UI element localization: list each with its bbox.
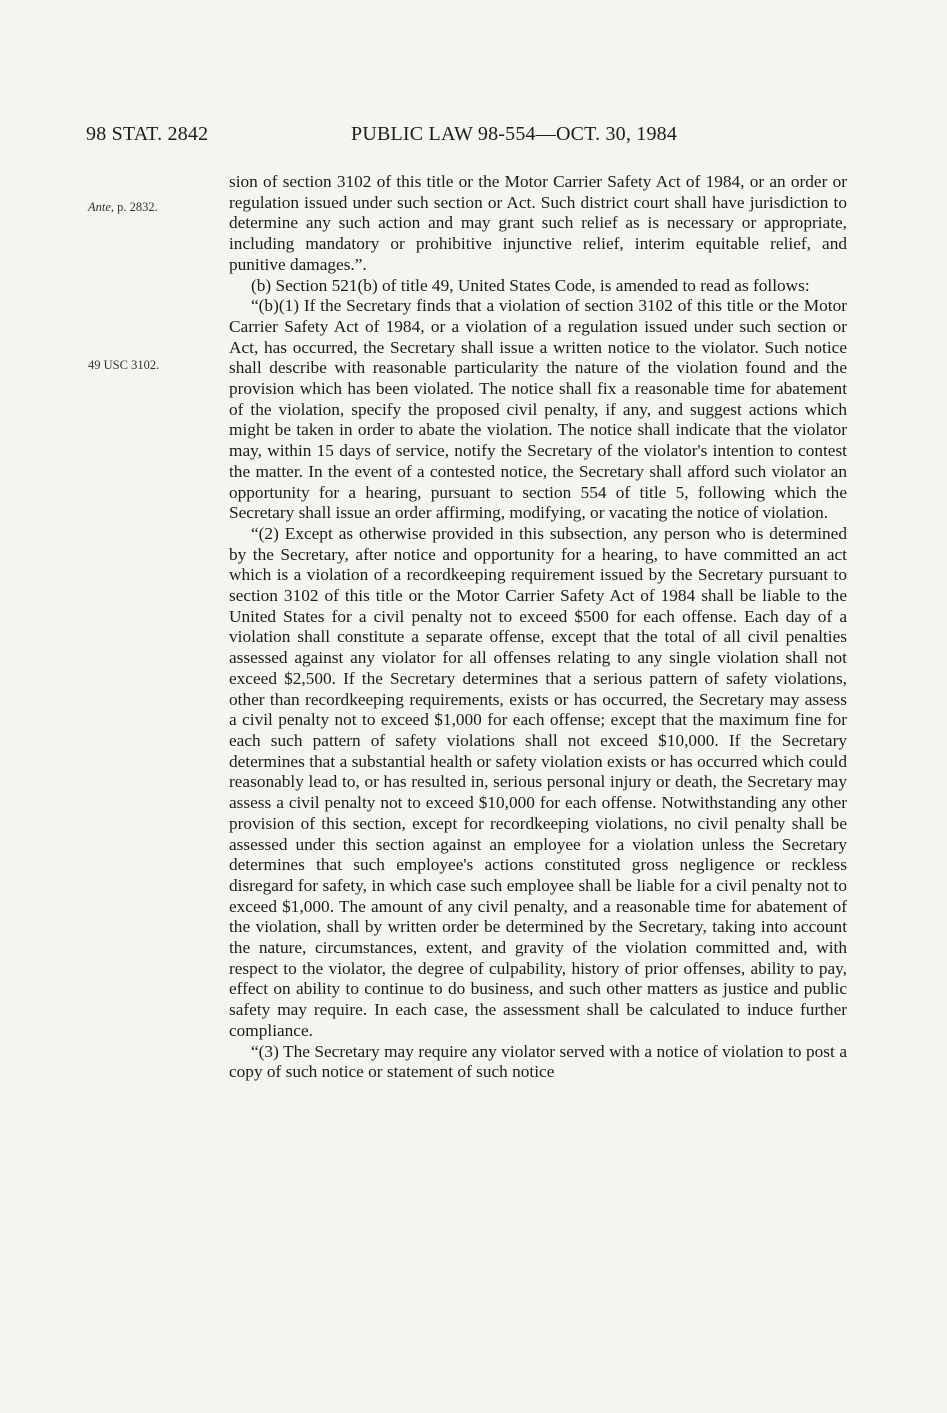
margin-note-usc: 49 USC 3102. [88, 358, 160, 372]
statute-page-number: 98 STAT. 2842 [86, 123, 209, 145]
paragraph-continuation: sion of section 3102 of this title or the Motor Carrier Safety Act of 1984, or an order or regulation issued under such section or Act. Such district court shall have jurisdiction to determine any such action and may grant such relief as is necessary or appropriate, including mandatory or prohibitive injunctive relief, interim equitable relief, and punitive damages.”. [229, 172, 847, 274]
margin-note-ante [88, 200, 158, 215]
paragraph-b3: “(3) The Secretary may require any violator served with a notice of violation to post a copy of such notice or statement of such notice [229, 1041, 847, 1082]
public-law-title: PUBLIC LAW 98-554—OCT. 30, 1984 [351, 123, 678, 145]
paragraph-b2: “(2) Except as otherwise provided in this subsection, any person who is determined by the Secretary, after notice and opportunity for a hearing, to have committed an act which is a violation of a recordkeeping requirement issued by the Secretary pursuant to section 3102 of this title or the Motor Carrier Safety Act of 1984 shall be liable to the United States for a civil penalty not to exceed $500 for each offense. Each day of a violation shall constitute a separate offense, except that the total of all civil penalties assessed against any violator for all offenses relating to any single violation shall not exceed $2,500. If the Secretary determines that a serious pattern of safety violations, other than recordkeeping requirements, exists or has occurred, the Secretary may assess a civil penalty not to exceed $1,000 for each offense; except that the maximum fine for each such pattern of safety violations shall not exceed $10,000. If the Secretary determines that a substantial health or safety violation exists or has occurred which could reasonably lead to, or has resulted in, serious personal injury or death, the Secretary may assess a civil penalty not to exceed $10,000 for each offense. Notwithstanding any other provision of this section, except for recordkeeping violations, no civil penalty shall be assessed under this section against an employee for a violation unless the Secretary determines that such employee's actions constituted gross negligence or reckless disregard for safety, in which case such employee shall be liable for a civil penalty not to exceed $1,000. The amount of any civil penalty, and a reasonable time for abatement of the violation, shall by written order be determined by the Secretary, taking into account the nature, circumstances, extent, and gravity of the violation committed and, with respect to the violator, the degree of culpability, history of prior offenses, ability to pay, effect on ability to continue to do business, and such other matters as justice and public safety may require. In each case, the assessment shall be calculated to induce further compliance. [229, 523, 847, 1040]
margin-note-ante-prefix: Ante, [88, 200, 115, 214]
body-text [229, 172, 847, 1083]
margin-note-ante-ref: p. 2832. [114, 200, 158, 214]
page-header [86, 123, 726, 153]
paragraph-section-b: (b) Section 521(b) of title 49, United States Code, is amended to read as follows: [251, 275, 810, 295]
paragraph-b1: “(b)(1) If the Secretary finds that a violation of section 3102 of this title or the Motor Carrier Safety Act of 1984, or a violation of a regulation issued under such section or Act, has occurred, the Secretary shall issue a written notice to the violator. Such notice shall describe with reasonable particularity the nature of the violation found and the provision which has been violated. The notice shall fix a reasonable time for abatement of the violation, specify the proposed civil penalty, if any, and suggest actions which might be taken in order to abate the violation. The notice shall indicate that the violator may, within 15 days of service, notify the Secretary of the violator's intention to contest the matter. In the event of a contested notice, the Secretary shall afford such violator an opportunity for a hearing, pursuant to section 554 of title 5, following which the Secretary shall issue an order affirming, modifying, or vacating the notice of violation. [229, 296, 847, 523]
